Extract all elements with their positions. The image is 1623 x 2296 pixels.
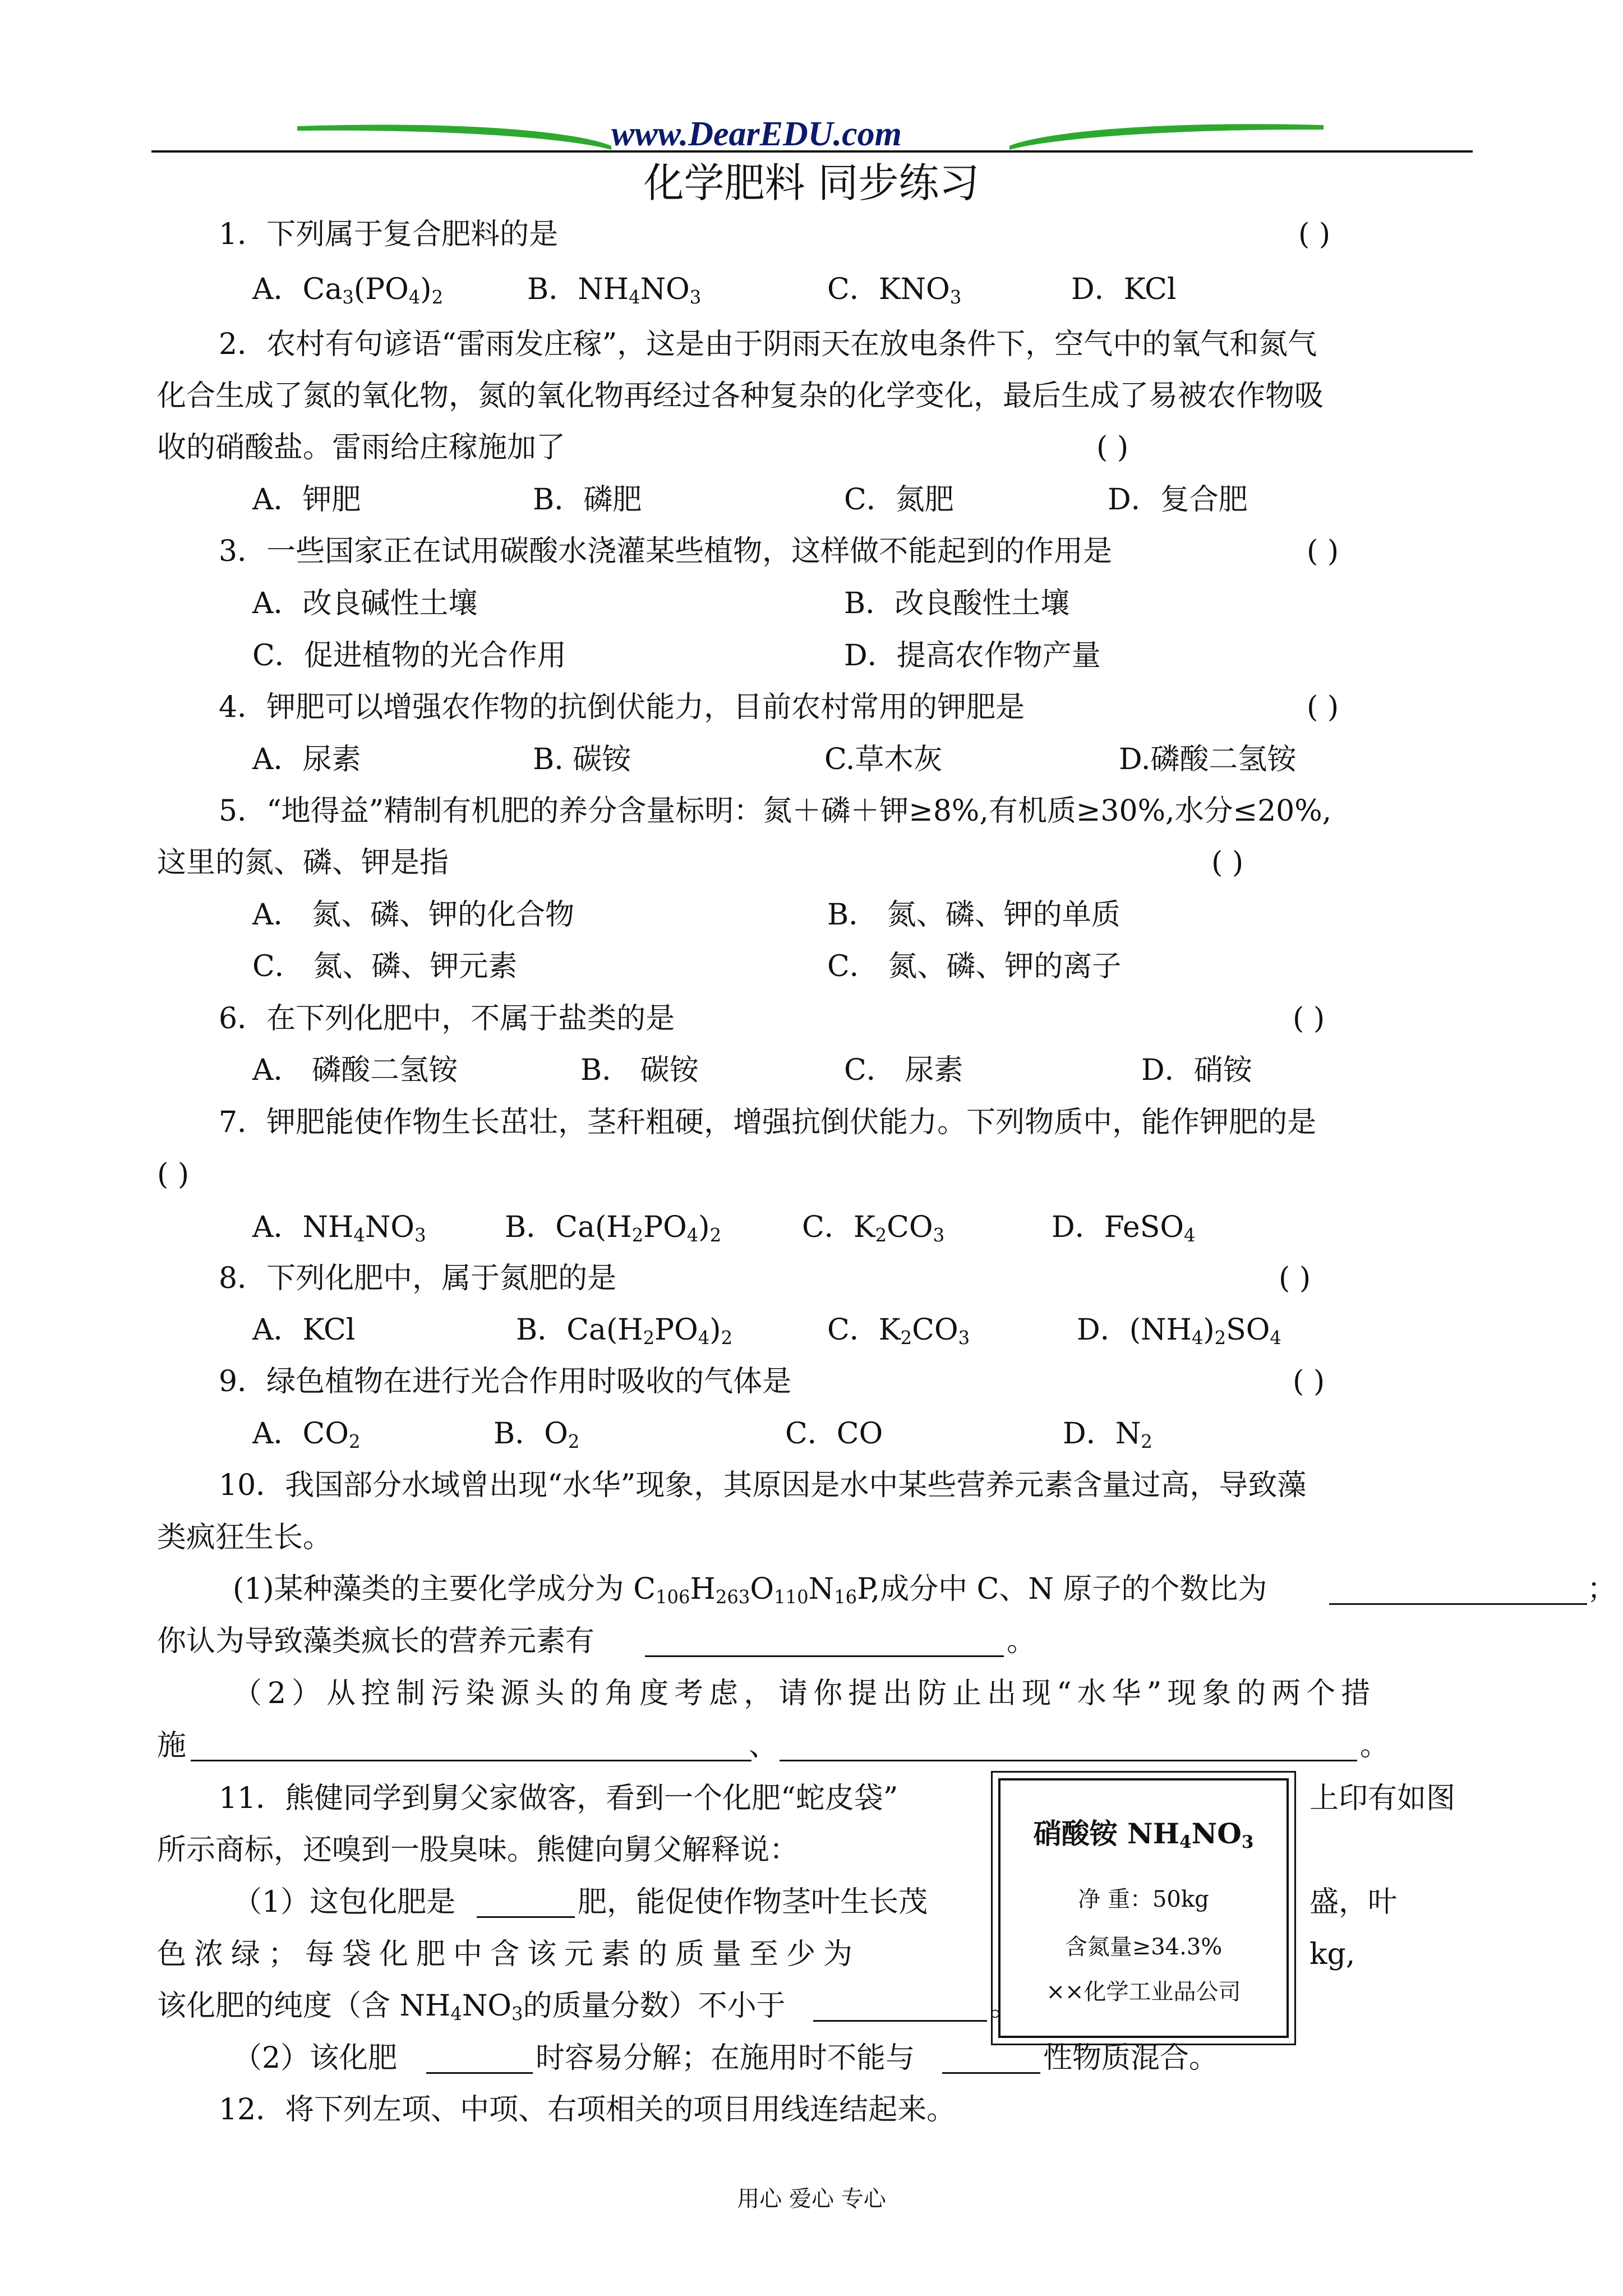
label-net-weight: 净 重：50kg (1078, 1887, 1209, 1912)
question-5-option-d: C． 氮、磷、钾的离子 (827, 950, 1122, 983)
header-site-logo: www.DearEDU.com (611, 115, 902, 153)
question-10-separator: 、 (749, 1729, 778, 1763)
question-3-option-b: B．改良酸性土壤 (844, 587, 1070, 620)
question-1-stem: 1．下列属于复合肥料的是 (219, 218, 559, 251)
question-3-option-d: D．提高农作物产量 (844, 639, 1101, 673)
question-11-line-6a: （2）该化肥 (233, 2041, 398, 2075)
question-1-option-b: B．$NH_4NO_3$ (527, 273, 702, 309)
question-2-line-1: 2．农村有句谚语“雷雨发庄稼”，这是由于阴雨天在放电条件下，空气中的氧气和氮气 (219, 328, 1317, 361)
question-11-line-1: 11．熊健同学到舅父家做客，看到一个化肥“蛇皮袋” (219, 1782, 898, 1815)
question-6-option-a: A． 磷酸二氢铵 (252, 1053, 458, 1087)
question-6-stem: 6．在下列化肥中，不属于盐类的是 (219, 1002, 675, 1036)
question-2-option-b: B．磷肥 (533, 483, 642, 517)
question-1-option-c: C．$KNO_3$ (827, 273, 962, 309)
question-5-option-a: A． 氮、磷、钾的化合物 (252, 898, 575, 932)
question-11-property-blank[interactable] (942, 2044, 1040, 2074)
question-11-line-3b: 肥，能促使作物茎叶生长茂 (578, 1885, 928, 1919)
question-8-option-d: D．$(NH_4)_2SO_4$ (1077, 1313, 1281, 1349)
question-7-line-1: 7．钾肥能使作物生长茁壮，茎秆粗硬，增强抗倒伏能力。下列物质中，能作钾肥的是 (219, 1106, 1317, 1139)
label-nitrogen-content: 含氮量≥34.3% (1064, 1934, 1223, 1960)
question-6-option-b: B． 碳铵 (580, 1053, 699, 1087)
question-7-option-d: D．FeSO$_4$ (1052, 1211, 1196, 1246)
fertilizer-label-box (998, 1778, 1289, 2038)
question-3-option-a: A．改良碱性土壤 (252, 587, 478, 620)
question-11-line-1-right: 上印有如图 (1310, 1782, 1456, 1815)
question-5-paren: ( ) (1211, 846, 1244, 880)
question-1-paren: ( ) (1298, 218, 1331, 251)
question-2-option-a: A．钾肥 (252, 483, 361, 517)
question-10-measure-1-blank[interactable] (191, 1732, 751, 1761)
question-5-line-1: 5．“地得益”精制有机肥的养分含量标明：氮＋磷＋钾≥8%,有机质≥30%,水分≤20%, (219, 794, 1332, 828)
question-3-stem: 3．一些国家正在试用碳酸水浇灌某些植物，这样做不能起到的作用是 (219, 535, 1113, 568)
question-9-stem: 9．绿色植物在进行光合作用时吸收的气体是 (219, 1365, 792, 1398)
question-4-paren: ( ) (1307, 691, 1339, 724)
question-7-option-a: A．$NH_4NO_3$ (252, 1211, 426, 1246)
question-2-option-d: D．复合肥 (1108, 483, 1248, 517)
question-10-part-1-end: ； (1587, 1572, 1617, 1606)
question-11-line-4-right: kg, (1310, 1938, 1355, 1971)
question-9-option-d: D．$N_2$ (1063, 1417, 1152, 1453)
question-11-line-3a: （1）这包化肥是 (233, 1885, 456, 1919)
question-11-line-5-end: 。 (990, 1989, 1020, 2023)
question-3-paren: ( ) (1307, 535, 1339, 568)
question-7-option-c: C．$K_2CO_3$ (802, 1211, 945, 1246)
question-11-purity-blank[interactable] (813, 1992, 987, 2022)
question-2-option-c: C．氮肥 (844, 483, 954, 517)
question-4-option-a: A．尿素 (252, 743, 361, 776)
question-9-option-c: C．CO (785, 1417, 883, 1451)
label-company: ××化学工业品公司 (1046, 1979, 1241, 2005)
question-10-part-2: （2）从控制污染源头的角度考虑，请你提出防止出现“水华”现象的两个措 (233, 1677, 1376, 1710)
question-4-stem: 4．钾肥可以增强农作物的抗倒伏能力，目前农村常用的钾肥是 (219, 691, 1025, 724)
question-8-stem: 8．下列化肥中，属于氮肥的是 (219, 1262, 617, 1295)
question-8-paren: ( ) (1279, 1262, 1311, 1295)
page-title: 化学肥料 同步练习 (643, 159, 980, 206)
question-10-measure-2-blank[interactable] (780, 1732, 1357, 1761)
question-2-line-2: 化合生成了氮的氧化物，氮的氧化物再经过各种复杂的化学变化，最后生成了易被农作物吸 (157, 379, 1324, 413)
question-8-option-b: B．$Ca(H_2PO_4)_2$ (516, 1313, 733, 1349)
question-9-paren: ( ) (1293, 1365, 1325, 1398)
question-3-option-c: C．促进植物的光合作用 (252, 639, 566, 673)
question-9-option-b: B．$O_2$ (494, 1417, 580, 1453)
question-8-option-a: A．KCl (252, 1313, 356, 1347)
question-10-ratio-blank[interactable] (1329, 1575, 1587, 1605)
question-12-stem: 12．将下列左项、中项、右项相关的项目用线连结起来。 (219, 2093, 956, 2127)
question-7-option-b: B．$Ca(H_2PO_4)_2$ (505, 1211, 722, 1246)
question-10-part-2b: 施 (157, 1729, 187, 1763)
question-2-line-3: 收的硝酸盐。雷雨给庄稼施加了 (157, 431, 566, 464)
question-11-line-6c: 性物质混合。 (1043, 2041, 1219, 2075)
question-5-line-2: 这里的氮、磷、钾是指 (157, 846, 449, 880)
question-1-option-a: A．$Ca_3(PO_4)_2$ (252, 273, 444, 309)
question-10-part-1b: 你认为导致藻类疯长的营养元素有 (157, 1625, 595, 1658)
page-footer: 用心 爱心 专心 (737, 2186, 886, 2212)
question-11-line-3-right: 盛，叶 (1310, 1885, 1398, 1919)
question-2-paren: ( ) (1096, 431, 1129, 464)
question-11-condition-blank[interactable] (426, 2044, 533, 2074)
question-10-line-2: 类疯狂生长。 (157, 1521, 333, 1554)
question-9-option-a: A．$CO_2$ (252, 1417, 361, 1453)
question-5-option-b: B． 氮、磷、钾的单质 (827, 898, 1121, 932)
question-8-option-c: C．$K_2CO_3$ (827, 1313, 970, 1349)
question-11-line-6b: 时容易分解；在施用时不能与 (536, 2041, 915, 2075)
question-6-option-d: D．硝铵 (1141, 1053, 1252, 1087)
question-1-option-d: D．KCl (1071, 273, 1177, 306)
question-10-part-2b-end: 。 (1360, 1729, 1390, 1763)
question-7-paren: ( ) (157, 1158, 190, 1191)
question-11-line-4: 色浓绿；每袋化肥中含该元素的质量至少为 (157, 1938, 861, 1971)
label-product-name: 硝酸铵 $NH_4NO_3$ (1033, 1817, 1254, 1852)
question-10-line-1: 10．我国部分水域曾出现“水华”现象，其原因是水中某些营养元素含量过高，导致藻 (219, 1469, 1307, 1502)
question-4-option-b: B. 碳铵 (533, 743, 631, 776)
question-11-fertilizer-type-blank[interactable] (477, 1888, 575, 1918)
header-rule (151, 150, 1473, 153)
question-5-option-c: C． 氮、磷、钾元素 (252, 950, 518, 983)
question-4-option-c: C.草木灰 (824, 743, 943, 776)
question-6-option-c: C． 尿素 (844, 1053, 963, 1087)
question-6-paren: ( ) (1293, 1002, 1325, 1036)
question-10-elements-blank[interactable] (645, 1627, 1004, 1657)
question-11-line-5: 该化肥的纯度（含 $NH_4NO_3$的质量分数）不小于 (157, 1989, 786, 2025)
question-10-part-1: (1)某种藻类的主要化学成分为 $C_{106}H_{263}O_{110}N_{16}P$,成分中 C、N 原子的个数比为 (233, 1572, 1267, 1608)
question-4-option-d: D.磷酸二氢铵 (1119, 743, 1297, 776)
question-11-line-2: 所示商标，还嗅到一股臭味。熊健向舅父解释说： (157, 1833, 799, 1867)
question-10-part-1b-end: 。 (1007, 1625, 1036, 1658)
